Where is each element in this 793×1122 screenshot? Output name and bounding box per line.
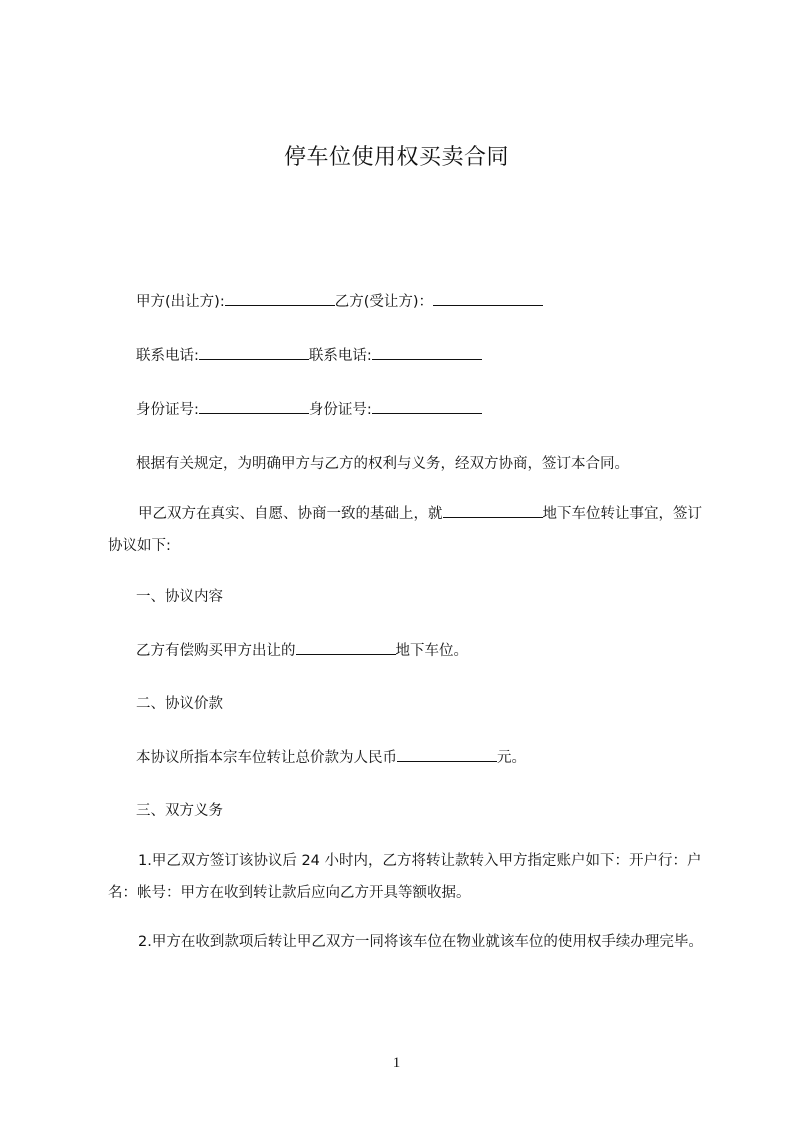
id-a-label: 身份证号:	[136, 402, 199, 418]
party-b-label: 乙方(受让方)：	[334, 294, 434, 310]
id-b-label: 身份证号:	[308, 402, 372, 418]
preamble-paragraph	[108, 498, 711, 562]
page-title: 停车位使用权买卖合同	[283, 145, 509, 170]
section-2-body	[136, 746, 526, 767]
intro-paragraph: 根据有关规定，为明确甲方与乙方的权利与义务，经双方协商，签订本合同。	[136, 456, 629, 472]
section-1-body	[136, 639, 468, 660]
party-a-name-blank	[225, 291, 335, 306]
preamble-blank	[443, 503, 543, 518]
section-1-heading: 一、协议内容	[136, 589, 223, 605]
party-a-label: 甲方(出让方):	[136, 294, 225, 310]
phone-a-label: 联系电话:	[136, 348, 199, 364]
section-2-heading: 二、协议价款	[136, 696, 223, 712]
section-3-item-2: 2.甲方在收到款项后转让甲乙双方一同将该车位在物业就该车位的使用权手续办理完毕。	[138, 934, 703, 950]
s1-text-after: 地下车位。	[395, 643, 468, 659]
s1-blank	[296, 640, 396, 655]
phone-line	[136, 344, 482, 365]
id-line	[136, 398, 482, 419]
s2-blank	[397, 747, 497, 762]
id-a-blank	[199, 399, 309, 414]
section-3-heading: 三、双方义务	[136, 803, 223, 819]
preamble-text-before: 甲乙双方在真实、自愿、协商一致的基础上，就	[138, 506, 443, 522]
s2-text-after: 元。	[497, 750, 526, 766]
page-number: 1	[392, 1055, 401, 1071]
party-names-line	[136, 290, 543, 311]
s2-text-before: 本协议所指本宗车位转让总价款为人民币	[136, 750, 397, 766]
preamble-text-after: 地下车位转让事宜，签订协议如下:	[108, 506, 702, 554]
section-3-item-1: 1.甲乙双方签订该协议后 24 小时内，乙方将转让款转入甲方指定账户如下：开户行：户名：帐号：甲方在收到转让款后应向乙方开具等额收据。	[108, 853, 702, 901]
party-b-name-blank	[433, 291, 543, 306]
id-b-blank	[372, 399, 482, 414]
s1-text-before: 乙方有偿购买甲方出让的	[136, 643, 296, 659]
phone-b-blank	[372, 345, 482, 360]
phone-a-blank	[199, 345, 309, 360]
phone-b-label: 联系电话:	[308, 348, 372, 364]
